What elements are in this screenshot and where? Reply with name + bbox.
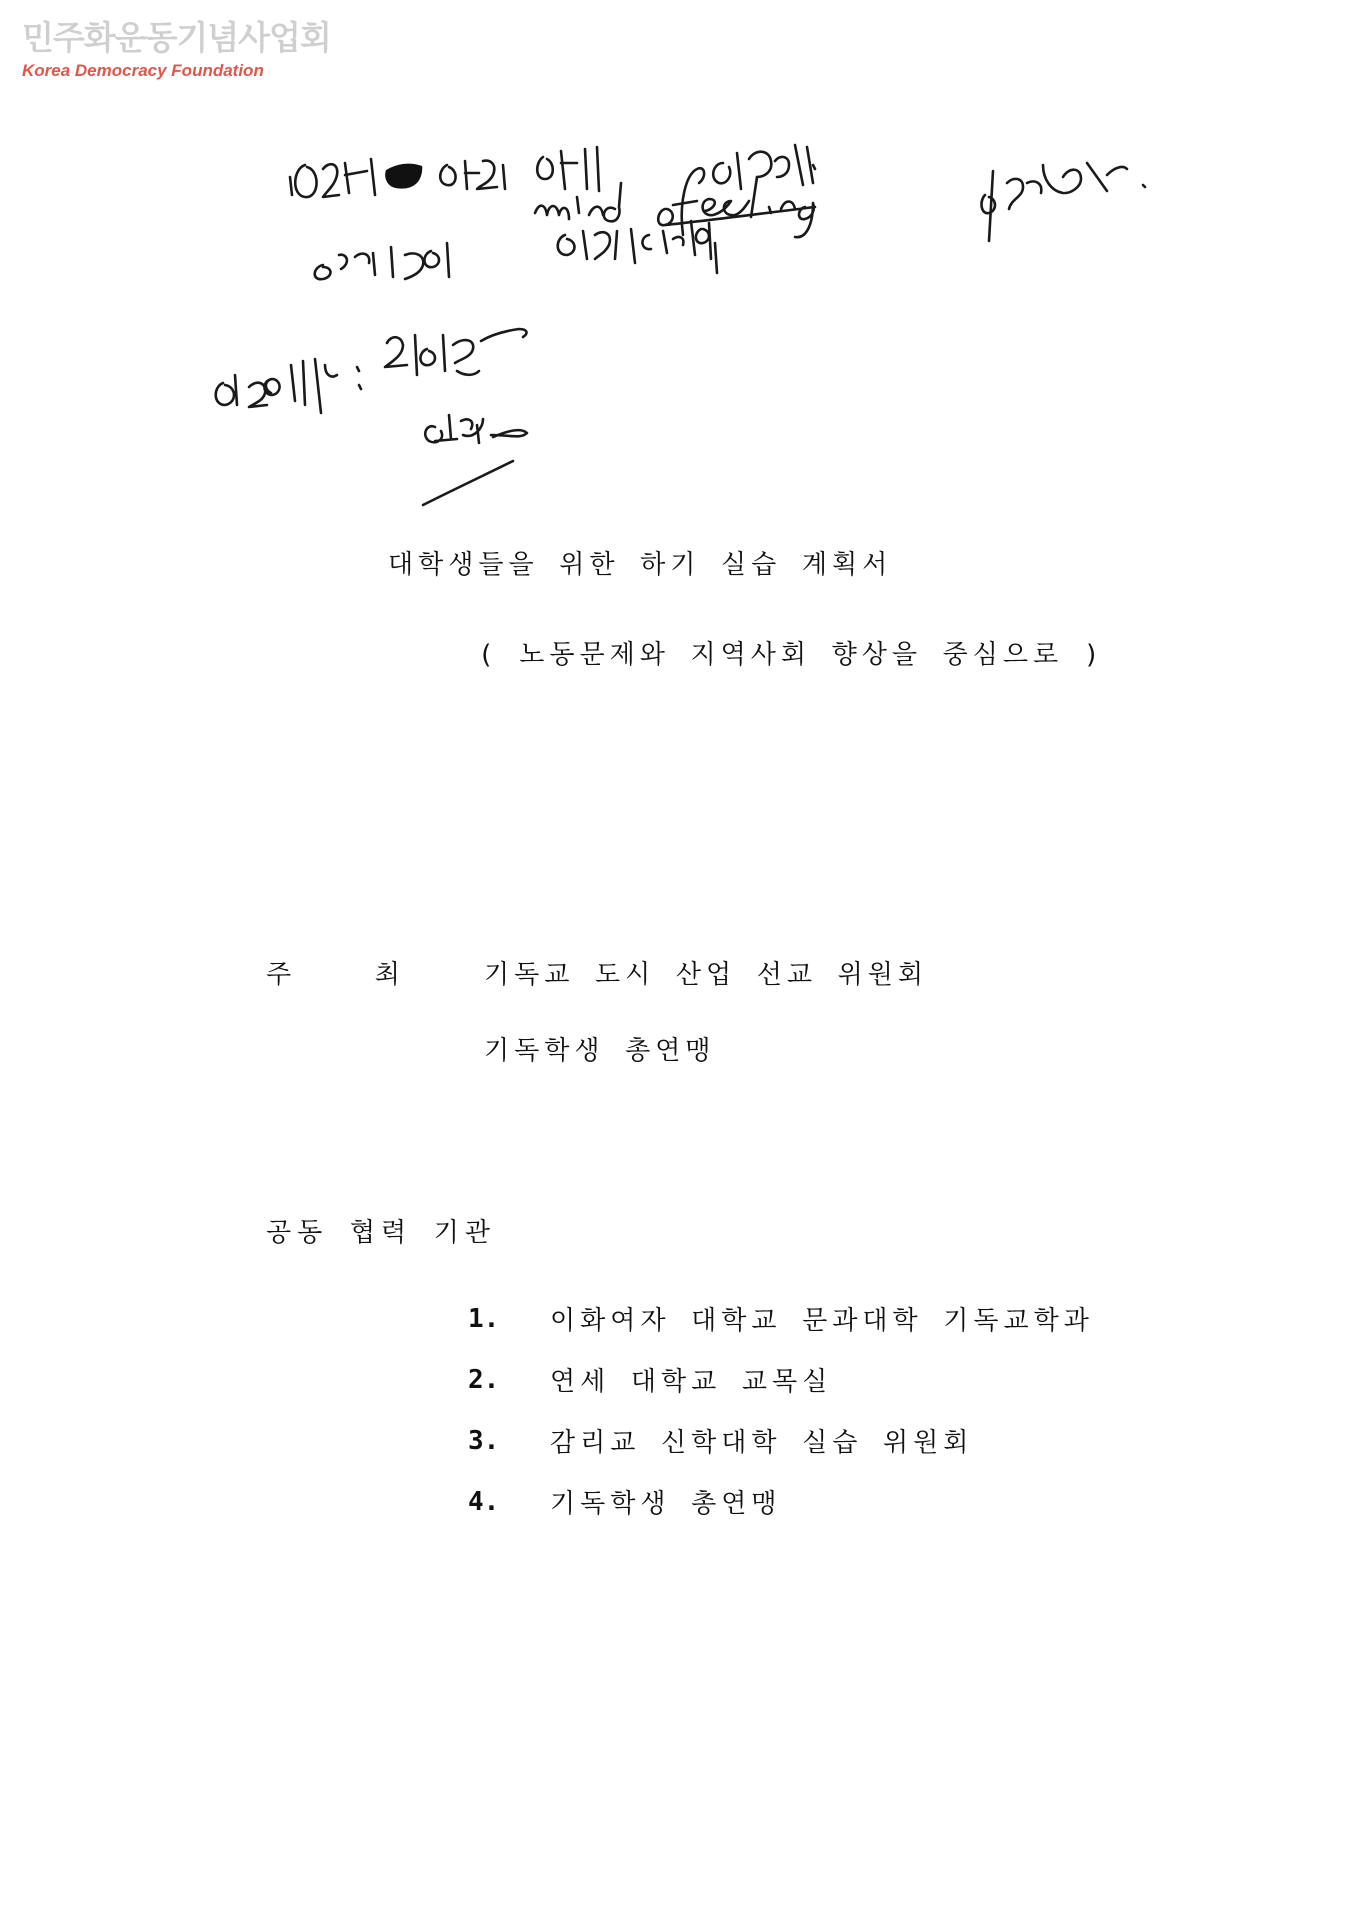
watermark-korean: 민주화운동기념사업회 [22,18,331,57]
item-number: 1. [468,1303,500,1334]
item-name: 감리교 신학대학 실습 위원회 [550,1428,974,1458]
list-item [468,1288,1094,1349]
foundation-watermark [22,18,331,82]
watermark-english: Korea Democracy Foundation [22,61,264,80]
list-item [468,1349,1094,1410]
cooperation-label: 공동 협력 기관 [266,1218,497,1248]
host-label: 주 최 [266,960,434,990]
handwritten-annotation [195,135,1175,525]
cooperation-list [468,1288,1094,1532]
item-name: 이화여자 대학교 문과대학 기독교학과 [550,1306,1094,1336]
host-organizer: 기독교 도시 산업 선교 위원회 [484,960,929,990]
item-name: 기독학생 총연맹 [550,1489,782,1519]
item-number: 2. [468,1364,500,1395]
item-number: 4. [468,1486,500,1517]
item-number: 3. [468,1425,500,1456]
list-item [468,1410,1094,1471]
document-title: 대학생들을 위한 하기 실습 계획서 [388,550,893,580]
list-item [468,1471,1094,1532]
document-subtitle: ( 노동문제와 지역사회 향상을 중심으로 ) [478,640,1105,670]
host-organizer: 기독학생 총연맹 [484,1036,716,1066]
item-name: 연세 대학교 교목실 [550,1367,833,1397]
